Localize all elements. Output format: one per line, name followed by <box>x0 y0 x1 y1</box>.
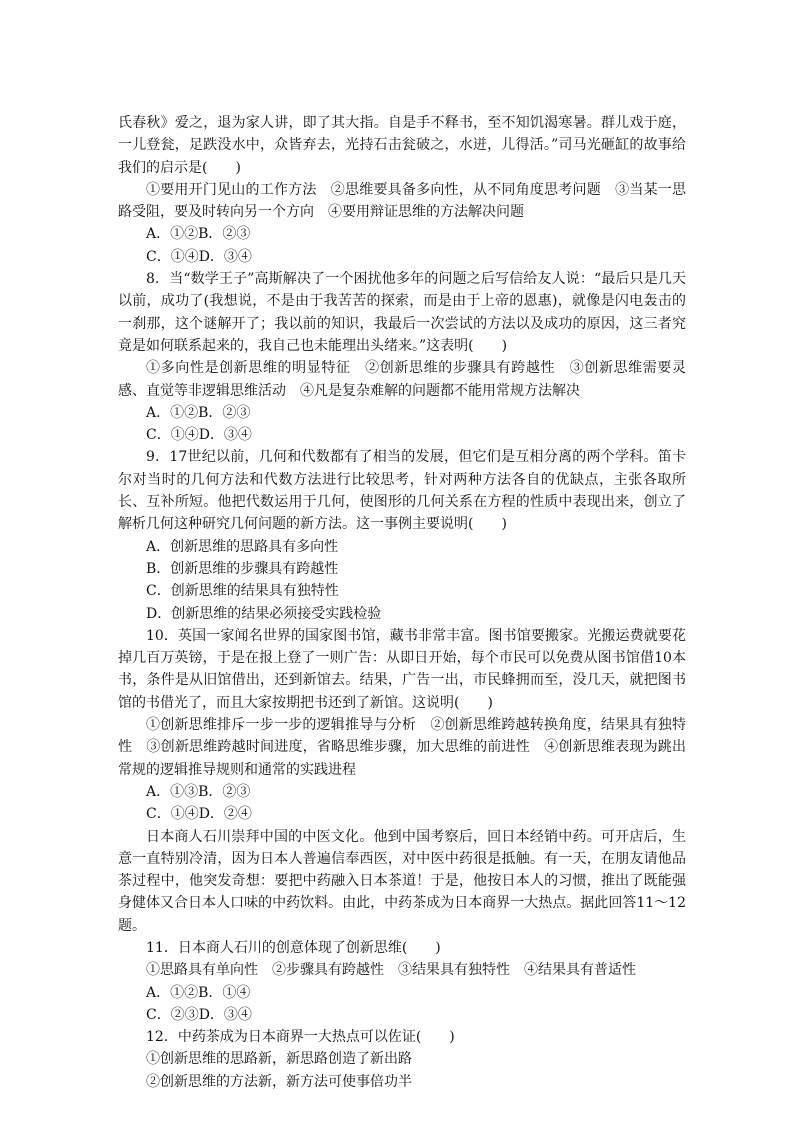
paragraph: C．①④D．③④ <box>146 427 252 444</box>
paragraph: ①要用开门见山的工作方法 ②思维要具备多向性，从不同角度思考问题 ③当某一思路受阻，要及时转向另一个方向 ④要用辩证思维的方法解决问题 <box>118 181 686 221</box>
paragraph: A．①②B．②③ <box>146 226 251 243</box>
paragraph: ②创新思维的方法新，新方法可使事倍功半 <box>146 1073 412 1090</box>
document-body <box>118 112 686 1093</box>
paragraph: B．创新思维的步骤具有跨越性 <box>146 560 339 577</box>
paragraph: 12．中药茶成为日本商界一大热点可以佐证( ) <box>146 1029 455 1046</box>
paragraph: A．①③B．②③ <box>146 783 251 800</box>
paragraph: 日本商人石川崇拜中国的中医文化。他到中国考察后，回日本经销中药。可开店后，生意一直特别冷清，因为日本人普遍信奉西医，对中医中药很是抵触。有一天，在朋友请他品茶过程中，他突发奇想：要把中药融入日本茶道！于是，他按日本人的习惯，推出了既能强身健体又合日本人口味的中药饮料。由此，中药茶成为日本商界一大热点。据此回答11～12题。 <box>118 828 686 934</box>
paragraph: ①创新思维的思路新，新思路创造了新出路 <box>146 1051 412 1068</box>
paragraph: ①思路具有单向性 ②步骤具有跨越性 ③结果具有独特性 ④结果具有普适性 <box>146 962 636 979</box>
paragraph: 9．17世纪以前，几何和代数都有了相当的发展，但它们是互相分离的两个学科。笛卡尔对当时的几何方法和代数方法进行比较思考，针对两种方法各自的优缺点，主张各取所长、互补所短。他把代数运用于几何，使图形的几何关系在方程的性质中表现出来，创立了解析几何这种研究几何问题的新方法。这一事例主要说明( ) <box>118 449 686 533</box>
paragraph: 11．日本商人石川的创意体现了创新思维( ) <box>146 939 441 956</box>
paragraph: C．创新思维的结果具有独特性 <box>146 583 339 600</box>
paragraph: A．①②B．②③ <box>146 404 251 421</box>
paragraph: C．②③D．③④ <box>146 1006 252 1023</box>
paragraph: 10．英国一家闻名世界的国家图书馆，藏书非常丰富。图书馆要搬家。光搬运费就要花掉几百万英镑，于是在报上登了一则广告：从即日开始，每个市民可以免费从图书馆借10本书，条件是从旧馆借出，还到新馆去。结果，广告一出，市民蜂拥而至，没几天，就把图书馆的书借光了，而且大家按期把书还到了新馆。这说明( ) <box>118 627 686 711</box>
paragraph: 氏春秋》爱之，退为家人讲，即了其大指。自是手不释书，至不知饥渴寒暑。群儿戏于庭，一儿登瓮，足跌没水中，众皆弃去，光持石击瓮破之，水迸，儿得活。”司马光砸缸的故事给我们的启示是( ) <box>118 115 686 176</box>
paragraph: A．①②B．①④ <box>146 984 251 1001</box>
paragraph: C．①④D．③④ <box>146 248 252 265</box>
paragraph: 8．当“数学王子”高斯解决了一个困扰他多年的问题之后写信给友人说：“最后只是几天以前，成功了(我想说，不是由于我苦苦的探索，而是由于上帝的恩惠)，就像是闪电轰击的一刹那，这个谜解开了；我以前的知识，我最后一次尝试的方法以及成功的原因，这三者究竟是如何联系起来的，我自己也未能理出头绪来。”这表明( ) <box>118 271 686 354</box>
paragraph: A．创新思维的思路具有多向性 <box>146 538 339 555</box>
paragraph: C．①④D．②④ <box>146 806 252 823</box>
paragraph: ①创新思维排斥一步一步的逻辑推导与分析 ②创新思维跨越转换角度，结果具有独特性 ③创新思维跨越时间进度，省略思维步骤，加大思维的前进性 ④创新思维表现为跳出常规的逻辑推导规则和通常的实践进程 <box>118 717 686 778</box>
paragraph: D．创新思维的结果必须接受实践检验 <box>146 605 382 622</box>
paragraph: ①多向性是创新思维的明显特征 ②创新思维的步骤具有跨越性 ③创新思维需要灵感、直觉等非逻辑思维活动 ④凡是复杂难解的问题都不能用常规方法解决 <box>118 360 686 399</box>
